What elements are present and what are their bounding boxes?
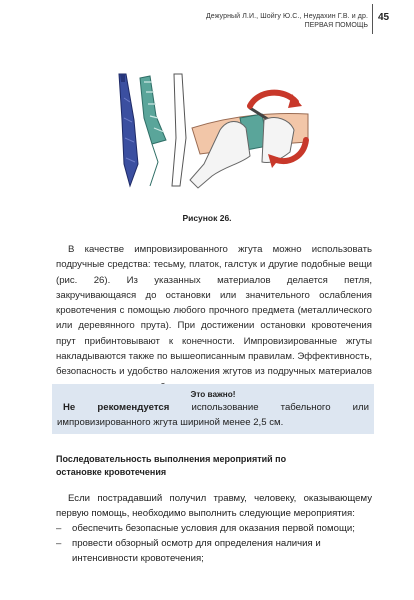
body-paragraph: В качестве импровизированного жгута можно использовать подручные средства: тесьму, платок, галстук и другие подобные вещи (рис. 26). Из указанных материалов делается петля, закручивающаяся до остановки или значительного ослабления кровотечения с помощью любого прочного предмета (металлического или деревянного прута). При достижении остановки кровотечения прут прибинтовывают к конечности. Импровизированные жгуты накладываются также по вышеописанным правилам. Эффективность, безопасность и удобство наложения жгутов из подручных материалов xyxy=(56,244,372,378)
list-bullet: – xyxy=(56,523,62,534)
scarf-illustration xyxy=(140,76,166,186)
list-item xyxy=(56,521,372,536)
notice-text xyxy=(57,400,369,430)
notice-title: Это важно! xyxy=(190,390,236,399)
necktie-illustration xyxy=(119,74,138,186)
page-number: 45 xyxy=(378,12,390,23)
important-notice-box xyxy=(52,384,374,434)
figure-26-illustration xyxy=(100,68,310,198)
belt-strip-illustration xyxy=(172,74,186,186)
steps-list xyxy=(56,521,372,566)
header-authors: Дежурный Л.И., Шойгу Ю.С., Неудахин Г.В. и др. xyxy=(205,13,368,20)
figure-caption: Рисунок 26. xyxy=(182,213,232,223)
list-bullet: – xyxy=(56,538,62,549)
section-intro: Если пострадавший получил травму, человеку, оказывающему первую помощь, необходимо выполнить следующие мероприятия: xyxy=(56,493,372,519)
list-item-text: провести обзорный осмотр для определения наличия и интенсивности кровотечения; xyxy=(72,538,321,564)
section-heading: Последовательность выполнения мероприятий по остановке кровотечения xyxy=(56,454,287,477)
notice-bold-lead: Не рекомендуется xyxy=(63,402,170,413)
header-divider xyxy=(372,4,373,34)
running-header xyxy=(150,12,368,30)
arm-with-tourniquet-illustration xyxy=(190,93,308,188)
list-item xyxy=(56,536,372,566)
header-book-title: ПЕРВАЯ ПОМОЩЬ xyxy=(304,22,368,29)
list-item-text: обеспечить безопасные условия для оказания первой помощи; xyxy=(72,523,355,534)
notice-body: использование табельного или импровизированного жгута шириной менее 2,5 см. xyxy=(57,402,369,428)
